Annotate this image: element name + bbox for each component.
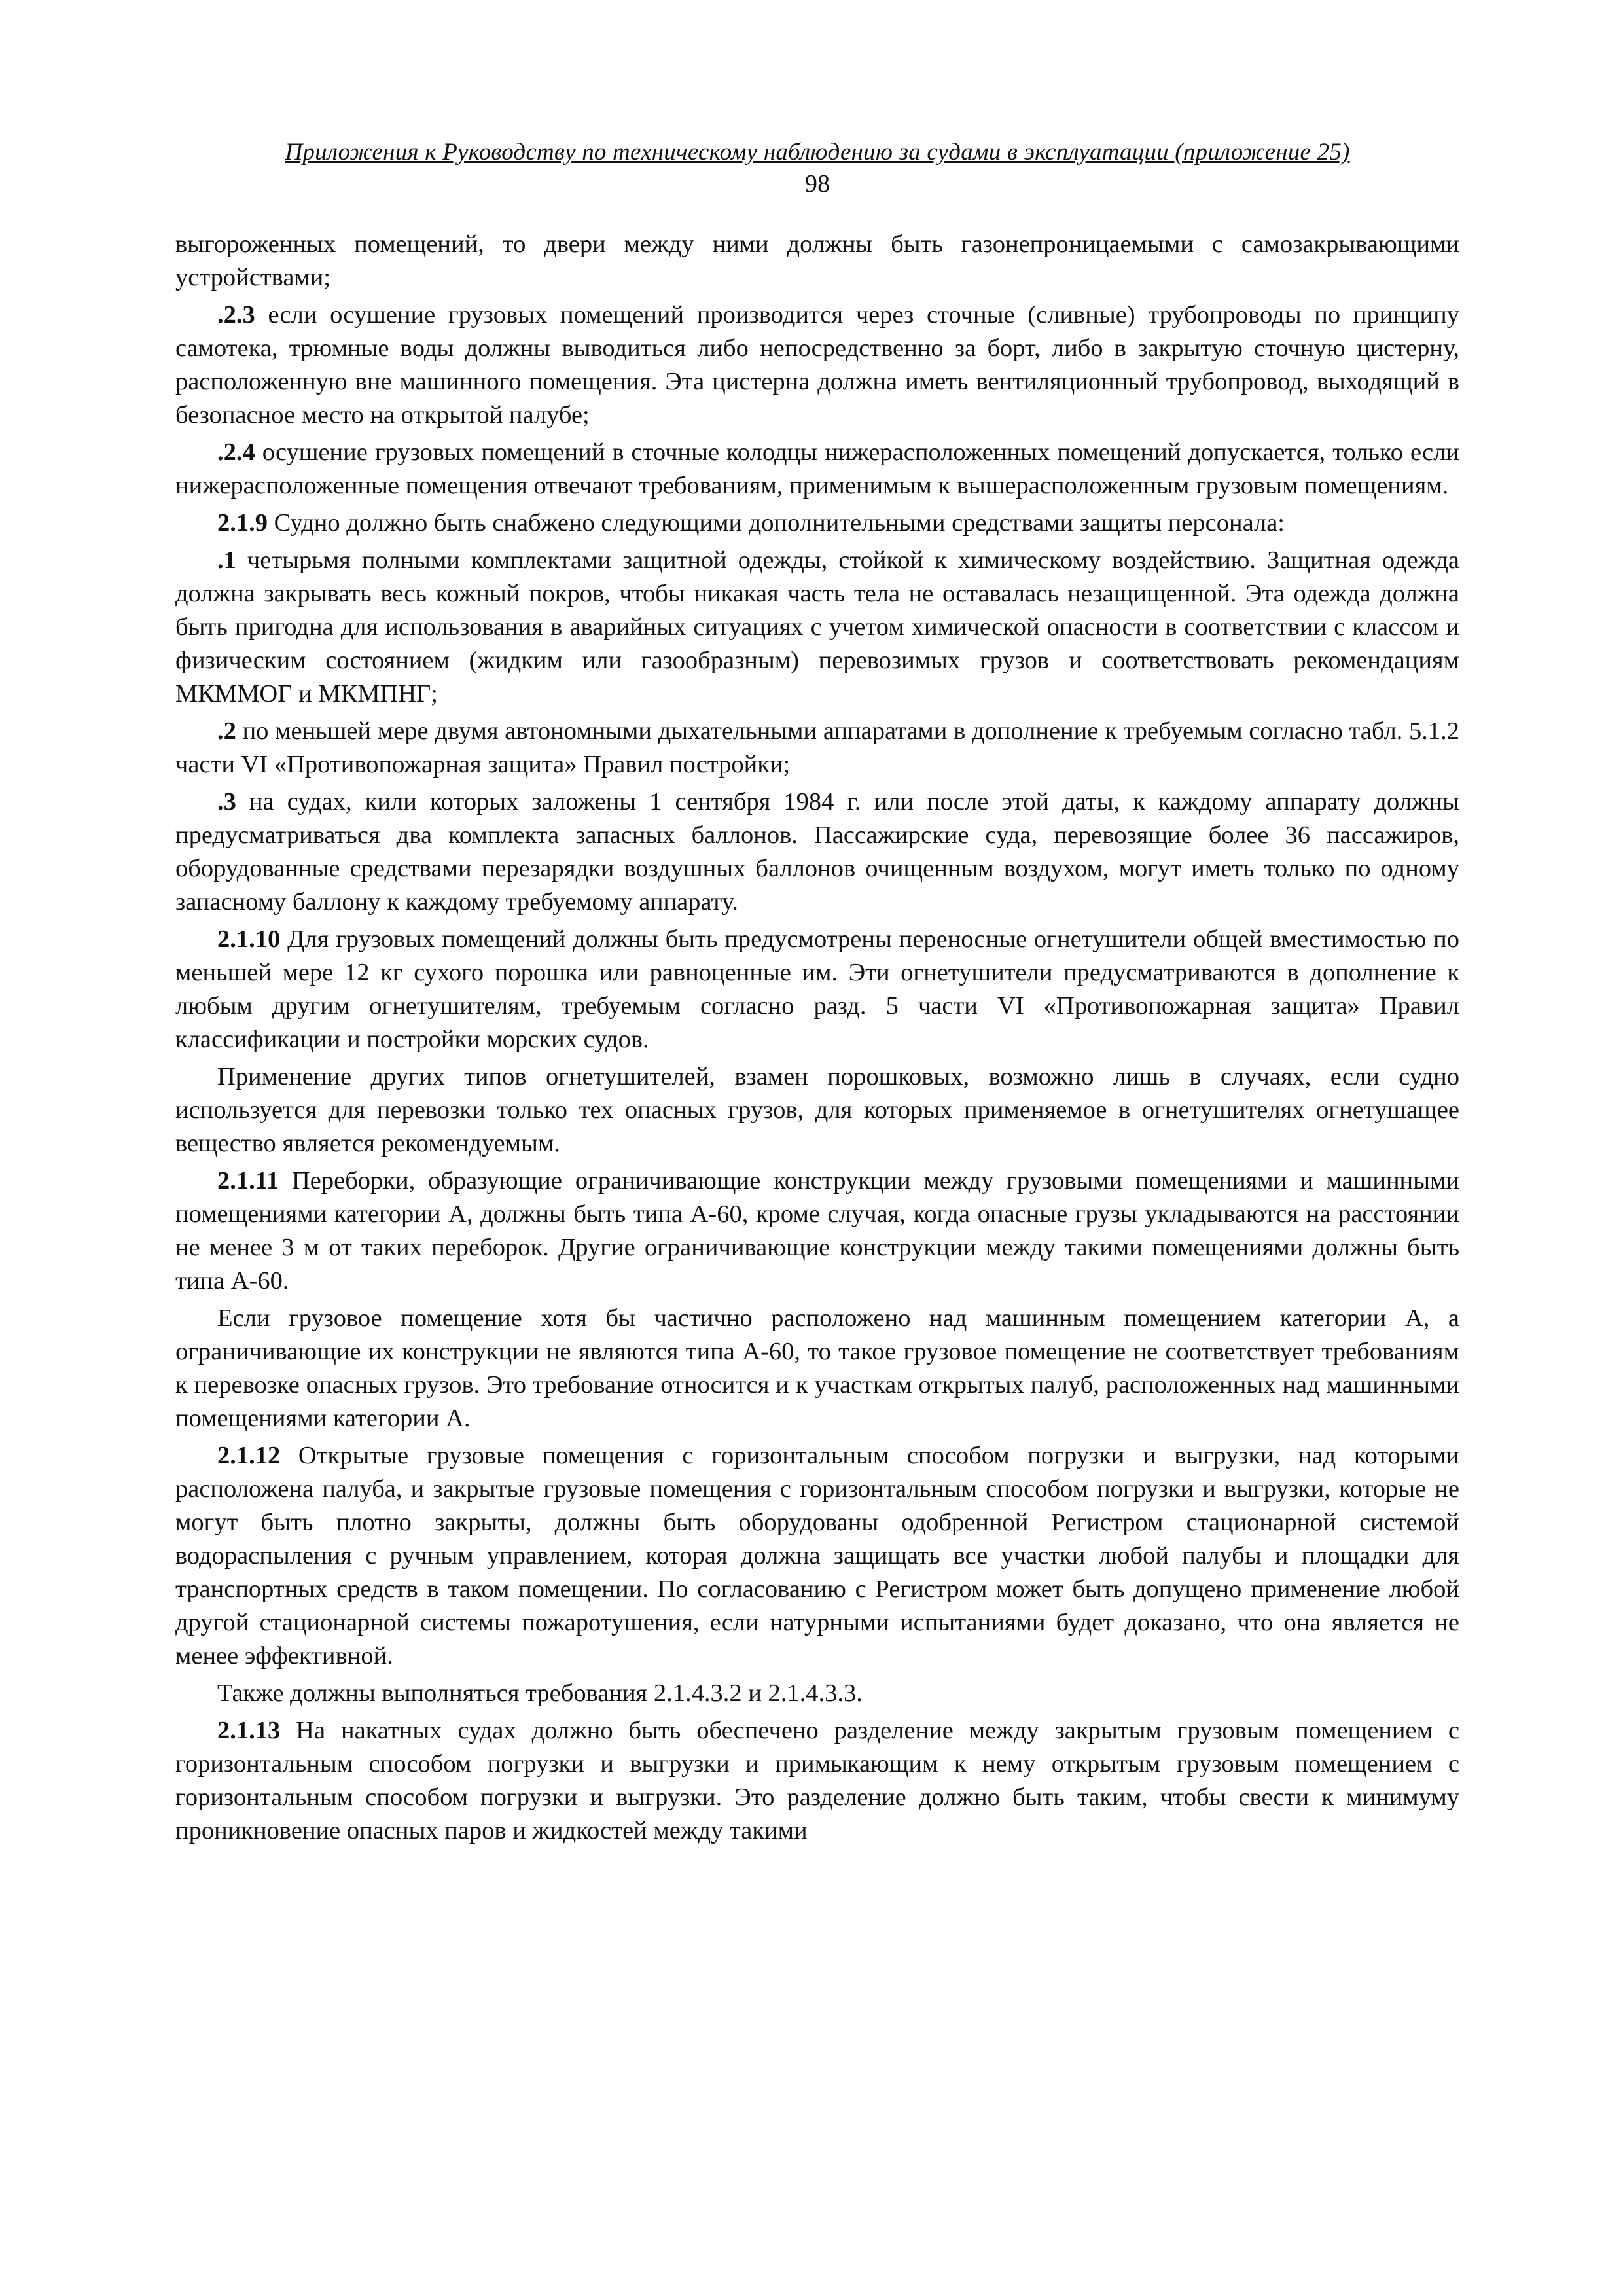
paragraph-text: Судно должно быть снабжено следующими дополнительными средствами защиты персонала: <box>268 509 1285 537</box>
paragraph <box>175 298 1459 432</box>
paragraph <box>175 1302 1459 1435</box>
paragraph-text: по меньшей мере двумя автономными дыхательными аппаратами в дополнение к требуемым согласно табл. 5.1.2 части VI «Противопожарная защита» Правил постройки; <box>175 717 1459 778</box>
paragraph-text: выгороженных помещений, то двери между ними должны быть газонепроницаемыми с самозакрывающими устройствами; <box>175 230 1459 291</box>
clause-number: .1 <box>217 547 236 574</box>
document-page <box>175 137 1459 1852</box>
paragraph <box>175 1677 1459 1710</box>
paragraph <box>175 1164 1459 1298</box>
paragraph <box>175 715 1459 781</box>
paragraph-text: На накатных судах должно быть обеспечено разделение между закрытым грузовым помещением с горизонтальным способом погрузки и выгрузки и примыкающим к нему открытым грузовым помещением с горизонтальным способом погрузки и выгрузки. Это разделение должно быть таким, чтобы свести к минимуму проникновение опасных паров и жидкостей между такими <box>175 1717 1459 1844</box>
paragraph <box>175 785 1459 919</box>
paragraph-text: Применение других типов огнетушителей, взамен порошковых, возможно лишь в случаях, если судно используется для перевозки только тех опасных грузов, для которых применяемое в огнетушителях огнетушащее вещество является рекомендуемым. <box>175 1063 1459 1157</box>
page-number: 98 <box>805 170 830 198</box>
clause-number: 2.1.11 <box>217 1167 279 1194</box>
paragraph-text: на судах, кили которых заложены 1 сентября 1984 г. или после этой даты, к каждому аппарату должны предусматриваться два комплекта запасных баллонов. Пассажирские суда, перевозящие более 36 пассажиров, оборудованные средствами перезарядки воздушных баллонов очищенным воздухом, могут иметь только по одному запасному баллону к каждому требуемому аппарату. <box>175 788 1459 916</box>
paragraph-text: Также должны выполняться требования 2.1.4.3.2 и 2.1.4.3.3. <box>217 1679 863 1707</box>
clause-number: .2 <box>217 717 236 745</box>
paragraph-text: четырьмя полными комплектами защитной одежды, стойкой к химическому воздействию. Защитная одежда должна закрывать весь кожный покров, чтобы никакая часть тела не оставалась незащищенной. Эта одежда должна быть пригодна для использования в аварийных ситуациях с учетом химической опасности в соответствии с классом и физическим состоянием (жидким или газообразным) перевозимых грузов и соответствовать рекомендациям МКММОГ и МКМПНГ; <box>175 547 1459 708</box>
paragraph <box>175 923 1459 1056</box>
paragraph-text: Для грузовых помещений должны быть предусмотрены переносные огнетушители общей вместимостью по меньшей мере 12 кг сухого порошка или равноценные им. Эти огнетушители предусматриваются в дополнение к любым другим огнетушителям, требуемым согласно разд. 5 части VI «Противопожарная защита» Правил классификации и постройки морских судов. <box>175 925 1459 1053</box>
paragraph-text: Переборки, образующие ограничивающие конструкции между грузовыми помещениями и машинными помещениями категории А, должны быть типа А-60, кроме случая, когда опасные грузы укладываются на расстоянии не менее 3 м от таких переборок. Другие ограничивающие конструкции между такими помещениями должны быть типа А-60. <box>175 1167 1459 1295</box>
clause-number: .2.3 <box>217 301 255 329</box>
clause-number: 2.1.12 <box>217 1442 281 1469</box>
paragraph <box>175 544 1459 711</box>
clause-number: 2.1.9 <box>217 509 268 537</box>
paragraph <box>175 507 1459 540</box>
paragraph <box>175 436 1459 503</box>
running-header: Приложения к Руководству по техническому наблюдению за судами в эксплуатации (приложение 25) <box>285 139 1350 166</box>
clause-number: .3 <box>217 788 236 816</box>
paragraph <box>175 1714 1459 1848</box>
body-text <box>175 228 1459 1848</box>
paragraph <box>175 228 1459 295</box>
clause-number: 2.1.10 <box>217 925 281 953</box>
paragraph-text: Если грузовое помещение хотя бы частично расположено над машинным помещением категории А, а ограничивающие их конструкции не являются типа А-60, то такое грузовое помещение не соответствует требованиям к перевозке опасных грузов. Это требование относится и к участкам открытых палуб, расположенных над машинными помещениями категории А. <box>175 1304 1459 1432</box>
paragraph-text: осушение грузовых помещений в сточные колодцы нижерасположенных помещений допускается, только если нижерасположенные помещения отвечают требованиям, применимым к вышерасположенным грузовым помещениям. <box>175 439 1459 499</box>
paragraph-text: если осушение грузовых помещений производится через сточные (сливные) трубопроводы по принципу самотека, трюмные воды должны выводиться либо непосредственно за борт, либо в закрытую сточную цистерну, расположенную вне машинного помещения. Эта цистерна должна иметь вентиляционный трубопровод, выходящий в безопасное место на открытой палубе; <box>175 301 1459 429</box>
clause-number: .2.4 <box>217 439 255 466</box>
paragraph-text: Открытые грузовые помещения с горизонтальным способом погрузки и выгрузки, над которыми расположена палуба, и закрытые грузовые помещения с горизонтальным способом погрузки и выгрузки, которые не могут быть плотно закрыты, должны быть оборудованы одобренной Регистром стационарной системой водораспыления с ручным управлением, которая должна защищать все участки любой палубы и площадки для транспортных средств в таком помещении. По согласованию с Регистром может быть допущено применение любой другой стационарной системы пожаротушения, если натурными испытаниями будет доказано, что она является не менее эффективной. <box>175 1442 1459 1670</box>
clause-number: 2.1.13 <box>217 1717 281 1744</box>
paragraph <box>175 1439 1459 1673</box>
paragraph <box>175 1060 1459 1160</box>
